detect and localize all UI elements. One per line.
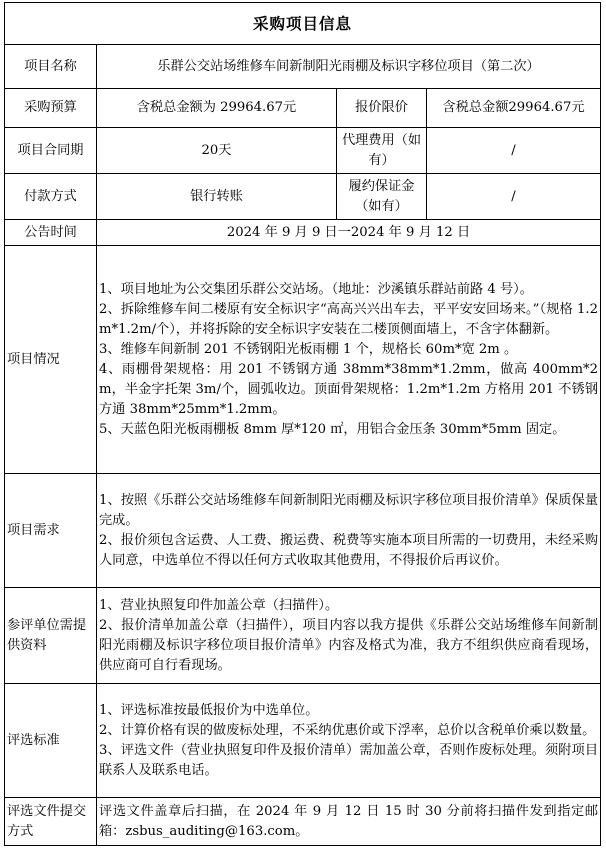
project-requirements-label: 项目需求 (5, 474, 97, 588)
situation-item: 3、维修车间新制 201 不锈钢阳光板雨棚 1 个，规格长 60m*宽 2m 。 (99, 341, 518, 357)
requirement-item: 1、按照《乐群公交站场维修车间新制阳光雨棚及标识字移位项目报价清单》保质保量完成。 (99, 492, 599, 528)
announcement-label: 公告时间 (5, 220, 97, 246)
budget-label: 采购预算 (5, 89, 97, 128)
submission-method-label: 评选文件提交方式 (5, 798, 97, 846)
contract-period-label: 项目合同期 (5, 128, 97, 174)
payment-method-value: 银行转账 (97, 174, 337, 220)
material-item: 1、营业执照复印件加盖公章（扫描件）。 (99, 597, 339, 613)
contract-period-value: 20天 (97, 128, 337, 174)
submission-text: 评选文件盖章后扫描，在 2024 年 9 月 12 日 15 时 30 分前将扫描件发到指定邮箱：zsbus_auditing@163.com。 (99, 803, 599, 839)
project-situation-row (5, 246, 601, 474)
sheet-title: 采购项目信息 (5, 3, 601, 45)
requirement-item: 2、报价须包含运费、人工费、搬运费、税费等实施本项目所需的一切费用，未经采购人同意，中选单位不得以任何方式收取其他费用，不得报价后再议价。 (99, 532, 599, 568)
submission-row (5, 798, 601, 846)
situation-item: 2、拆除维修车间二楼原有安全标识字“高高兴兴出车去，平平安安回场来。”（规格 1.2m*1.2m/个），并将拆除的安全标识字安装在二楼顶侧面墙上，不含字体翻新。 (99, 301, 599, 337)
project-situation-content (97, 246, 601, 474)
performance-bond-label: 履约保证金（如有） (337, 174, 427, 220)
evaluation-criteria-row (5, 684, 601, 798)
required-materials-content (97, 588, 601, 684)
evaluation-criteria-content (97, 684, 601, 798)
performance-bond-value: / (427, 174, 601, 220)
situation-item: 5、天蓝色阳光板雨棚板 8mm 厚*120 ㎡，用铝合金压条 30mm*5mm 固定。 (99, 421, 566, 437)
criteria-item: 3、评选文件（营业执照复印件及报价清单）需加盖公章，否则作废标处理。须附项目联系人及联系电话。 (99, 742, 599, 778)
required-materials-row (5, 588, 601, 684)
payment-method-label: 付款方式 (5, 174, 97, 220)
project-name-label: 项目名称 (5, 45, 97, 89)
submission-method-content (97, 798, 601, 846)
material-item: 2、报价清单加盖公章（扫描件），项目内容以我方提供《乐群公交站场维修车间新制阳光雨棚及标识字移位项目报价清单》内容及格式为准，我方不组织供应商看现场，供应商可自行看现场。 (99, 617, 599, 673)
price-limit-label: 报价限价 (337, 89, 427, 128)
required-materials-label: 参评单位需提供资料 (5, 588, 97, 684)
budget-value: 含税总金额为 29964.67元 (97, 89, 337, 128)
evaluation-criteria-label: 评选标准 (5, 684, 97, 798)
agency-fee-label: 代理费用（如有） (337, 128, 427, 174)
contract-period-row (5, 128, 601, 174)
announcement-row (5, 220, 601, 246)
project-name-row (5, 45, 601, 89)
project-requirements-row (5, 474, 601, 588)
situation-item: 1、项目地址为公交集团乐群公交站场。（地址：沙溪镇乐群站前路 4 号）。 (99, 281, 533, 297)
payment-row (5, 174, 601, 220)
project-name-value: 乐群公交站场维修车间新制阳光雨棚及标识字移位项目（第二次） (97, 45, 601, 89)
price-limit-value: 含税总金额29964.67元 (427, 89, 601, 128)
criteria-item: 2、计算价格有误的做废标处理，不采纳优惠价或下浮率，总价以含税单价乘以数量。 (99, 722, 596, 738)
project-requirements-content (97, 474, 601, 588)
criteria-item: 1、评选标准按最低报价为中选单位。 (99, 702, 319, 718)
announcement-value: 2024 年 9 月 9 日一2024 年 9 月 12 日 (97, 220, 601, 246)
procurement-info-table (4, 2, 601, 846)
budget-row (5, 89, 601, 128)
situation-item: 4、雨棚骨架规格：用 201 不锈钢方通 38mm*38mm*1.2mm，做高 400mm*2m，半金字托架 3m/个，圆弧收边。顶面骨架规格：1.2m*1.2m 方格用 201 不锈钢方通 38mm*25mm*1.2mm。 (99, 361, 599, 417)
procurement-info-sheet (4, 2, 604, 846)
project-situation-label: 项目情况 (5, 246, 97, 474)
agency-fee-value: / (427, 128, 601, 174)
title-row (5, 3, 601, 45)
